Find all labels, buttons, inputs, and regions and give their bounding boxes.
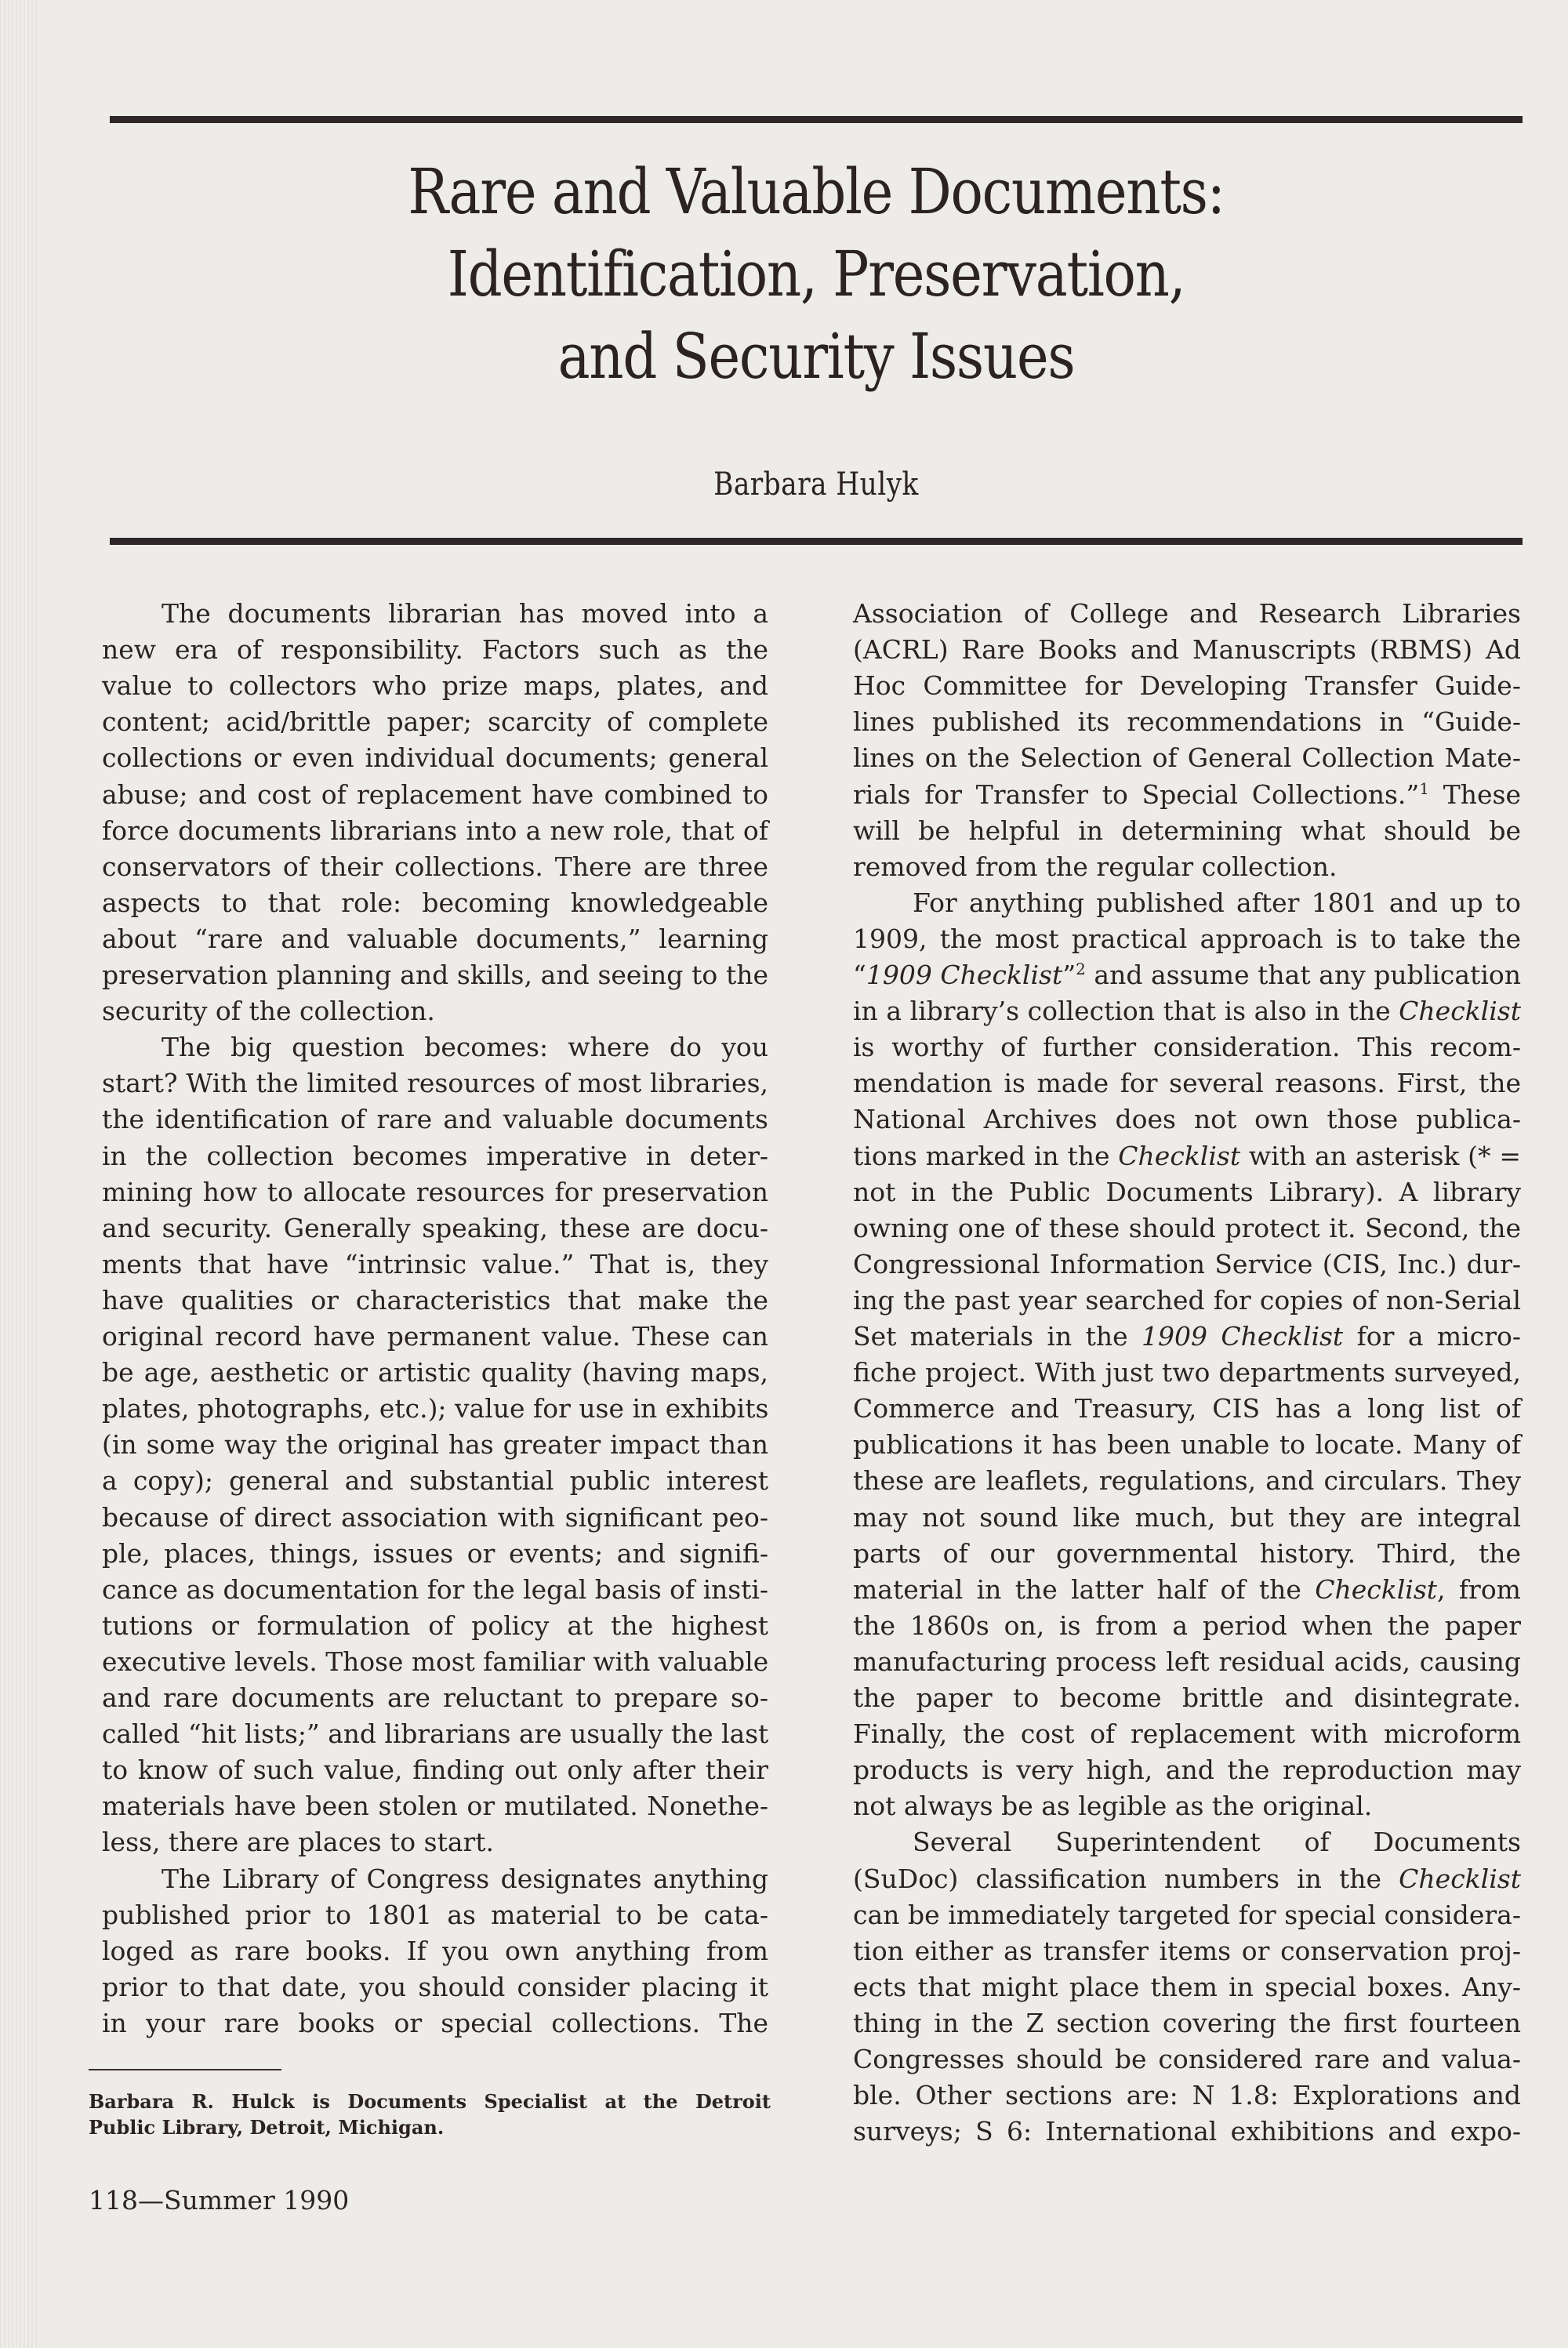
left_column-text-line: The Library of Congress designates anything <box>162 1863 768 1894</box>
right_column-text-line: ects that might place them in special boxes. Any- <box>853 1971 1521 2002</box>
left_column-text-line: (in some way the original has greater impact than <box>102 1429 768 1461</box>
right_column-text-line: the paper to become brittle and disintegrate. <box>853 1682 1521 1713</box>
right_column-text-line: tion either as transfer items or conservation proj- <box>853 1935 1521 1966</box>
page-folio: 118—Summer 1990 <box>89 2185 350 2216</box>
right_column-text-line: will be helpful in determining what should be <box>853 815 1521 846</box>
right_column-text-line: ing the past year searched for copies of non-Serial <box>853 1284 1521 1316</box>
right_column-text-line: may not sound like much, but they are integral <box>853 1501 1521 1533</box>
right_column-text-line: removed from the regular collection. <box>853 851 1338 882</box>
right_column-text-line: manufacturing process left residual acids, causing <box>853 1646 1521 1677</box>
left_column-text-line: plates, photographs, etc.); value for use in exhibits <box>102 1393 769 1424</box>
right_column-text-line: surveys; S 6: International exhibitions and expo- <box>853 2116 1521 2147</box>
author-footnote-line-1: Barbara R. Hulck is Documents Specialist at the Detroit <box>89 2090 771 2113</box>
top-rule <box>110 116 1523 123</box>
right_column-text-line: ble. Other sections are: N 1.8: Explorations and <box>853 2080 1521 2111</box>
left_column-text-line: less, there are places to start. <box>102 1827 495 1858</box>
right_column-text-line: (SuDoc) classification numbers in the Checklist <box>853 1863 1521 1894</box>
right_column-text-line: products is very high, and the reproduction may <box>853 1755 1521 1786</box>
header-bottom-rule <box>110 538 1523 545</box>
right_column-text-line: these are leaflets, regulations, and circulars. They <box>853 1465 1521 1497</box>
right_column-text-line: the 1860s on, is from a period when the paper <box>853 1609 1521 1641</box>
left_column-text-line: to know of such value, finding out only after their <box>102 1755 768 1786</box>
left_column-text-line: loged as rare books. If you own anything from <box>102 1935 768 1966</box>
left_column-text-line: collections or even individual documents; general <box>102 742 768 774</box>
author-footnote-line-2: Public Library, Detroit, Michigan. <box>89 2116 445 2139</box>
right_column-text-line: Commerce and Treasury, CIS has a long list of <box>853 1393 1521 1424</box>
right_column-text-line: lines published its recommendations in “Guide- <box>853 706 1521 738</box>
right_column-text-line: not in the Public Documents Library). A library <box>853 1176 1521 1207</box>
right_column-text-line: tions marked in the Checklist with an asterisk (* = <box>853 1140 1521 1171</box>
article-title-line-1: Rare and Valuable Documents: <box>408 155 1225 228</box>
left_column-text-line: in the collection becomes imperative in deter- <box>102 1140 768 1171</box>
article-title-line-2: Identification, Preservation, <box>447 238 1185 310</box>
left_column-text-line: mining how to allocate resources for preservation <box>102 1176 768 1207</box>
footnote-rule <box>89 2069 281 2070</box>
right_column-text-line: not always be as legible as the original. <box>853 1791 1373 1822</box>
scan-page-edge <box>0 0 38 2348</box>
left_column-text-line: be age, aesthetic or artistic quality (having maps, <box>102 1357 768 1388</box>
right_column-text-line: is worthy of further consideration. This recom- <box>853 1032 1521 1063</box>
left_column-text-line: because of direct association with significant peo- <box>102 1501 768 1533</box>
left_column-text-line: ple, places, things, issues or events; and signifi- <box>102 1537 768 1569</box>
right_column-text-line: “1909 Checklist”$^2$ and assume that any publication <box>853 960 1521 990</box>
right_column-text-line: mendation is made for several reasons. First, the <box>853 1068 1521 1099</box>
left_column-text-line: cance as documentation for the legal basis of insti- <box>102 1573 768 1605</box>
left_column-text-line: published prior to 1801 as material to be cata- <box>102 1899 768 1930</box>
left_column-text-line: preservation planning and skills, and seeing to the <box>102 960 768 990</box>
right_column-text-line: publications it has been unable to locate. Many of <box>853 1429 1521 1461</box>
right_column-text-line: Association of College and Research Libraries <box>853 598 1521 629</box>
left_column-text-line: security of the collection. <box>102 996 435 1027</box>
right_column-text-line: 1909, the most practical approach is to take the <box>853 923 1521 954</box>
left_column-text-line: executive levels. Those most familiar with valuable <box>102 1646 769 1677</box>
left_column-text-line: the identification of rare and valuable documents <box>102 1104 768 1135</box>
left_column-text-line: new era of responsibility. Factors such as the <box>102 634 768 666</box>
right_column-text-line: material in the latter half of the Checklist, from <box>853 1573 1521 1605</box>
right_column-text-line: parts of our governmental history. Third, the <box>853 1537 1521 1569</box>
left_column-text-line: a copy); general and substantial public interest <box>102 1465 768 1497</box>
left_column-text-line: abuse; and cost of replacement have combined to <box>102 778 768 810</box>
right_column-text-line: Several Superintendent of Documents <box>913 1827 1521 1858</box>
right_column-text-line: National Archives does not own those publica- <box>853 1104 1521 1135</box>
right_column-text-line: thing in the Z section covering the first fourteen <box>853 2007 1521 2038</box>
right_column-text-line: Hoc Committee for Developing Transfer Guide- <box>853 670 1521 702</box>
left_column-text-line: force documents librarians into a new role, that of <box>102 815 768 846</box>
left_column-text-line: called “hit lists;” and librarians are usually the last <box>102 1718 769 1750</box>
right_column-text-line: can be immediately targeted for special considera- <box>853 1899 1521 1930</box>
right_column-text-line: rials for Transfer to Special Collections.”$^1$ These <box>853 778 1522 810</box>
right_column-text-line: (ACRL) Rare Books and Manuscripts (RBMS) Ad <box>853 634 1521 666</box>
left_column-text-line: about “rare and valuable documents,” learning <box>102 923 768 954</box>
right_column-text-line: Set materials in the 1909 Checklist for a micro- <box>853 1321 1521 1352</box>
left_column-text-line: original record have permanent value. These can <box>102 1321 768 1352</box>
left_column-text-line: start? With the limited resources of most libraries, <box>102 1068 768 1099</box>
right_column-text-line: in a library’s collection that is also in the Checklist <box>853 996 1521 1027</box>
right_column-text-line: owning one of these should protect it. Second, the <box>853 1212 1521 1243</box>
left_column-text-line: ments that have “intrinsic value.” That is, they <box>102 1248 768 1279</box>
left_column-text-line: content; acid/brittle paper; scarcity of complete <box>102 706 768 738</box>
left_column-text-line: The big question becomes: where do you <box>162 1032 768 1063</box>
left_column-text-line: in your rare books or special collections. The <box>102 2007 768 2038</box>
left_column-text-line: conservators of their collections. There are three <box>102 851 768 882</box>
author-byline: Barbara Hulyk <box>713 466 919 503</box>
article-title-line-3: and Security Issues <box>557 320 1075 393</box>
right_column-text-line: For anything published after 1801 and up to <box>913 887 1521 918</box>
left_column-text-line: value to collectors who prize maps, plates, and <box>102 670 768 702</box>
left_column-text-line: The documents librarian has moved into a <box>162 598 768 629</box>
left_column-text-line: and security. Generally speaking, these are docu- <box>102 1212 768 1243</box>
left_column-text-line: materials have been stolen or mutilated. Nonethe- <box>102 1791 768 1822</box>
right_column-text-line: Congresses should be considered rare and valua- <box>853 2044 1521 2074</box>
left_column-text-line: prior to that date, you should consider placing it <box>102 1971 768 2002</box>
right_column-text-line: lines on the Selection of General Collection Mate- <box>853 742 1521 774</box>
right_column-text-line: fiche project. With just two departments surveyed, <box>853 1357 1521 1388</box>
right_column-text-line: Finally, the cost of replacement with microform <box>853 1718 1521 1750</box>
right_column-text-line: Congressional Information Service (CIS, Inc.) dur- <box>853 1248 1521 1279</box>
left_column-text-line: aspects to that role: becoming knowledgeable <box>102 887 768 918</box>
left_column-text-line: and rare documents are reluctant to prepare so- <box>102 1682 768 1713</box>
left_column-text-line: have qualities or characteristics that make the <box>102 1284 768 1316</box>
left_column-text-line: tutions or formulation of policy at the highest <box>102 1609 768 1641</box>
